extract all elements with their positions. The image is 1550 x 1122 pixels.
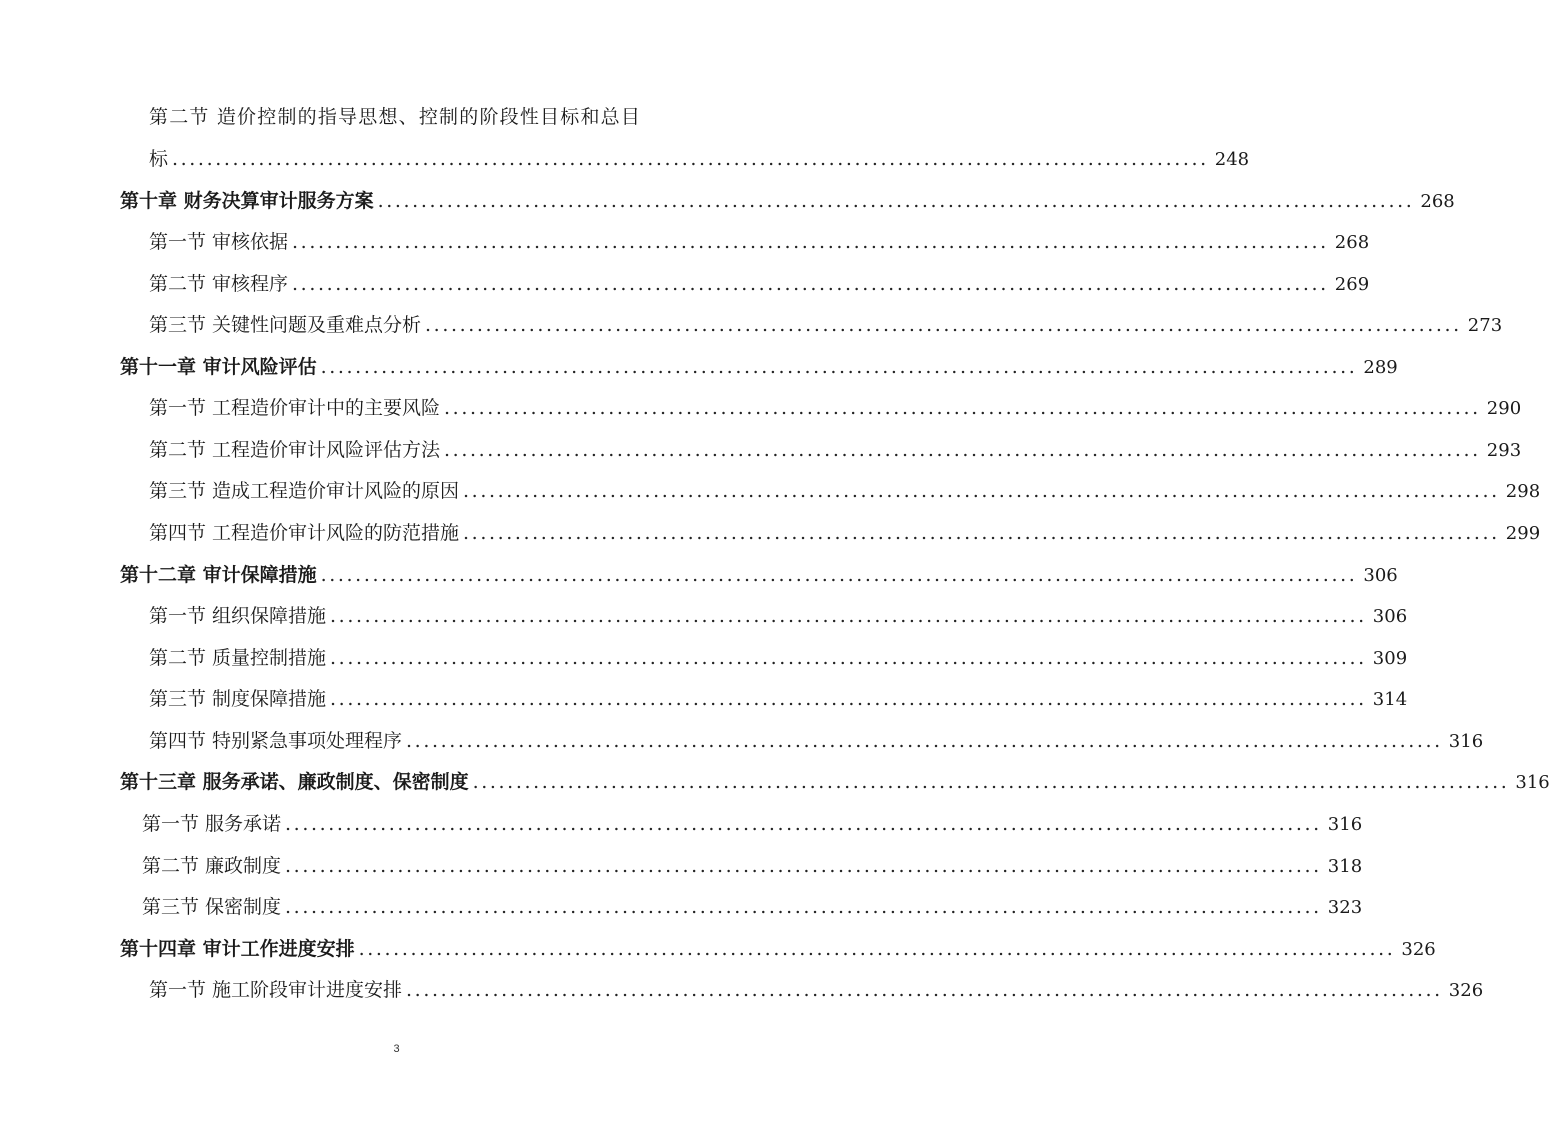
page-number: 3 bbox=[393, 1043, 400, 1055]
toc-page-number: 293 bbox=[1486, 440, 1522, 461]
toc-entry-section[interactable] bbox=[149, 684, 1408, 714]
toc-entry-section[interactable] bbox=[142, 892, 1363, 922]
toc-page-number: 314 bbox=[1372, 689, 1408, 710]
toc-entry-section[interactable] bbox=[149, 476, 1541, 506]
toc-entry-section[interactable] bbox=[149, 601, 1408, 631]
toc-leader-dots: ........................................................................................................................ bbox=[444, 397, 1481, 419]
toc-page-number: 306 bbox=[1363, 565, 1398, 586]
toc-entry-title: 第三节 制度保障措施 bbox=[149, 688, 327, 710]
toc-leader-dots: ........................................................................................................................ bbox=[292, 231, 1329, 253]
toc-leader-dots: ........................................................................................................................ bbox=[330, 605, 1367, 627]
toc-entry-title: 标 bbox=[149, 148, 169, 170]
toc-entry-title: 第一节 服务承诺 bbox=[142, 813, 282, 835]
toc-entry-title: 第二节 审核程序 bbox=[149, 273, 289, 295]
toc-page-number: 290 bbox=[1486, 398, 1522, 419]
toc-leader-dots: ........................................................................................................................ bbox=[285, 855, 1322, 877]
toc-leader-dots: ........................................................................................................................ bbox=[285, 896, 1322, 918]
toc-entry-section[interactable] bbox=[149, 393, 1522, 423]
toc-leader-dots: ........................................................................................................................ bbox=[320, 564, 1358, 586]
toc-page-number: 273 bbox=[1467, 315, 1503, 336]
toc-leader-dots: ........................................................................................................................ bbox=[472, 771, 1510, 793]
toc-entry-section[interactable] bbox=[149, 310, 1503, 340]
toc-entry-chapter[interactable] bbox=[120, 560, 1398, 590]
toc-entry-title: 第四节 工程造价审计风险的防范措施 bbox=[149, 522, 460, 544]
toc-leader-dots: ........................................................................................................................ bbox=[320, 356, 1358, 378]
toc-entry-title: 第三节 关键性问题及重难点分析 bbox=[149, 314, 422, 336]
toc-entry-title: 第二节 质量控制措施 bbox=[149, 647, 327, 669]
toc-page-number: 306 bbox=[1372, 606, 1408, 627]
toc-page-number: 318 bbox=[1327, 856, 1363, 877]
toc-entry-chapter[interactable] bbox=[120, 186, 1455, 216]
toc-leader-dots: ........................................................................................................................ bbox=[285, 813, 1322, 835]
toc-entry-title: 第三节 造成工程造价审计风险的原因 bbox=[149, 480, 460, 502]
toc-entry-chapter[interactable] bbox=[120, 767, 1550, 797]
toc-entry-section[interactable] bbox=[149, 435, 1522, 465]
toc-page-number: 268 bbox=[1334, 232, 1370, 253]
toc-page-number: 289 bbox=[1363, 357, 1398, 378]
toc-entry-section[interactable] bbox=[149, 726, 1484, 756]
toc-leader-dots: ........................................................................................................................ bbox=[358, 938, 1396, 960]
toc-entry-title: 第十三章 服务承诺、廉政制度、保密制度 bbox=[120, 771, 469, 793]
toc-entry-section[interactable] bbox=[149, 643, 1408, 673]
toc-leader-dots: ........................................................................................................................ bbox=[292, 273, 1329, 295]
toc-leader-dots: ........................................................................................................................ bbox=[330, 688, 1367, 710]
toc-entry-title: 第二节 工程造价审计风险评估方法 bbox=[149, 439, 441, 461]
toc-leader-dots: ........................................................................................................................ bbox=[406, 730, 1443, 752]
toc-page-number: 298 bbox=[1505, 481, 1541, 502]
toc-entry-wrapped-line: 第二节 造价控制的指导思想、控制的阶段性目标和总目 bbox=[149, 106, 642, 128]
toc-leader-dots: ........................................................................................................................ bbox=[425, 314, 1462, 336]
toc-entry-title: 第十章 财务决算审计服务方案 bbox=[120, 190, 374, 212]
toc-page-number: 323 bbox=[1327, 897, 1363, 918]
toc-leader-dots: ........................................................................................................................ bbox=[406, 979, 1443, 1001]
toc-entry-section[interactable] bbox=[142, 809, 1363, 839]
toc-entry-title: 第一节 审核依据 bbox=[149, 231, 289, 253]
toc-entry-section[interactable] bbox=[142, 851, 1363, 881]
toc-page-number: 326 bbox=[1401, 939, 1436, 960]
toc-leader-dots: ........................................................................................................................ bbox=[444, 439, 1481, 461]
toc-leader-dots: ........................................................................................................................ bbox=[172, 148, 1209, 170]
toc-leader-dots: ........................................................................................................................ bbox=[463, 522, 1500, 544]
toc-page-number: 316 bbox=[1327, 814, 1363, 835]
toc-entry-chapter[interactable] bbox=[120, 352, 1398, 382]
toc-entry-title: 第四节 特别紧急事项处理程序 bbox=[149, 730, 403, 752]
toc-entry-title: 第十二章 审计保障措施 bbox=[120, 564, 317, 586]
toc-entry-section[interactable] bbox=[149, 975, 1484, 1005]
toc-page-number: 316 bbox=[1515, 772, 1550, 793]
toc-entry-section[interactable] bbox=[149, 518, 1541, 548]
toc-entry-section[interactable] bbox=[149, 227, 1370, 257]
toc-entry-title: 第一节 工程造价审计中的主要风险 bbox=[149, 397, 441, 419]
toc-entry-chapter[interactable] bbox=[120, 934, 1436, 964]
toc-entry-title: 第二节 廉政制度 bbox=[142, 855, 282, 877]
toc-leader-dots: ........................................................................................................................ bbox=[377, 190, 1415, 212]
toc-page-number: 269 bbox=[1334, 274, 1370, 295]
toc-page-number: 268 bbox=[1420, 191, 1455, 212]
toc-entry-title: 第一节 组织保障措施 bbox=[149, 605, 327, 627]
toc-entry-title: 第一节 施工阶段审计进度安排 bbox=[149, 979, 403, 1001]
toc-page-number: 326 bbox=[1448, 980, 1484, 1001]
toc-entry-title: 第十一章 审计风险评估 bbox=[120, 356, 317, 378]
toc-leader-dots: ........................................................................................................................ bbox=[463, 480, 1500, 502]
toc-page-number: 309 bbox=[1372, 648, 1408, 669]
toc-page-number: 248 bbox=[1214, 149, 1250, 170]
toc-page-number: 299 bbox=[1505, 523, 1541, 544]
toc-entry-title: 第十四章 审计工作进度安排 bbox=[120, 938, 355, 960]
toc-leader-dots: ........................................................................................................................ bbox=[330, 647, 1367, 669]
toc-page-number: 316 bbox=[1448, 731, 1484, 752]
toc-entry-section[interactable] bbox=[149, 144, 1250, 174]
toc-entry-section[interactable] bbox=[149, 269, 1370, 299]
toc-entry-title: 第三节 保密制度 bbox=[142, 896, 282, 918]
